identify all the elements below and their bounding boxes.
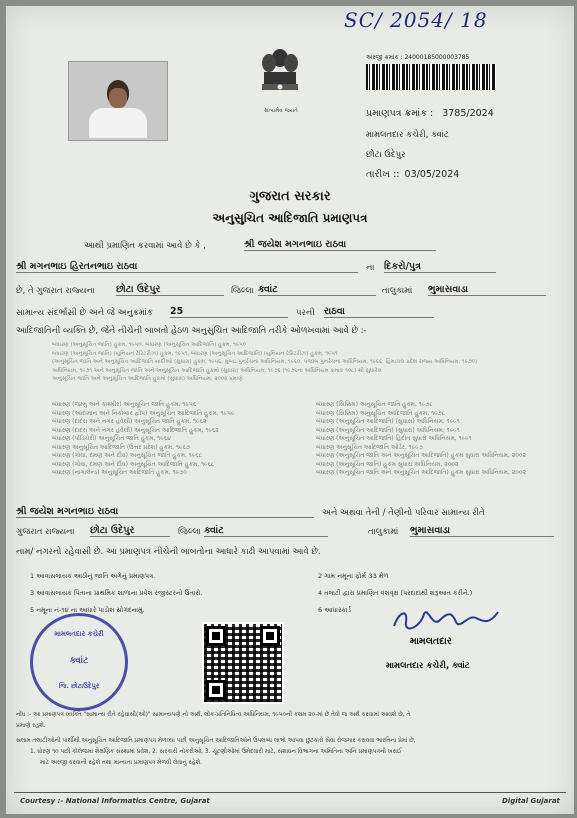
order-item: બંધારણ અનુસૂચિત આદિજાતિ ઓર્ડર, ૧૯૯૭ bbox=[316, 443, 423, 451]
district-label-2: જિલ્લા bbox=[178, 527, 201, 537]
doc-item: 2 ગામ નમૂના ફોર્મ ૩૩ મેળ bbox=[318, 572, 389, 580]
taluka-value: ભુમાસવાડા bbox=[428, 284, 546, 296]
note-line: સલામ તલાટીઓની પાર્થીથી અનુસૂચિત આદિજાતિ પ્રમાણપત્ર મેળવ્યા પછી અનુસૂચિત આદિજાતિઓને ઉપલબ્ધ લાભો આપવા છુટકારો સેવા રોજગાર કરાવવા ભારતિના પ્રેમાં છે, bbox=[16, 738, 416, 744]
list-label: સામાન્ય સંદર્ભાસી છે અને જે અનુક્રમાંક bbox=[16, 308, 153, 318]
date-label: તારીખ :: bbox=[366, 169, 400, 180]
order-item: બંધારણ (જમ્મુ અને કાશ્મીર) અનુસૂચિત જાતિ હુકમ, ૧૯૫૬ bbox=[52, 401, 197, 408]
taluka-label-2: તાલુકામાં bbox=[368, 527, 399, 537]
emblem-caption: સત્યમેવ જયતે bbox=[264, 108, 298, 114]
order-item: બંધારણ (સિક્કિમ) અનુસૂચિત જાતિ હુકમ, ૧૯૭૮ bbox=[316, 401, 433, 408]
seal-text-1: મામલતદાર કચેરી bbox=[54, 630, 104, 638]
district-value-2: છોટા ઉદેપુર bbox=[90, 525, 170, 537]
footer-divider bbox=[14, 792, 566, 793]
orders-line: અધિનિયમ, ૧૯૭૧ અને અનુસૂચિત જાતિ અને અનુસૂચિત આદિજાતિ હુકમો (સુધારા) અધિનિયમ, ૧૯૭૬ (૧૯૭૬ના અધિનિયમ ક્રમાંક ૧૦૮) થી સુધારેલ bbox=[52, 367, 382, 374]
order-item: બંધારણ (પોંડિચેરી) અનુસૂચિત જાતિ હુકમ, ૧૯૬૪ bbox=[52, 435, 171, 442]
order-item: બંધારણ (આંદામાન અને નિકોબાર દ્વીપ) અનુસૂચિત આદિજાતિ હુકમ, ૧૯૫૯ bbox=[52, 409, 235, 417]
order-item: બંધારણ (અનુસૂચિત આદિજાતિ) (સુધારા) અધિનિયમ, ૧૯૯૧ bbox=[316, 418, 460, 425]
basis-line: નામ/ નગરનો રહેવાસી છે. આ પ્રમાણપત્ર નીચેની બાબતોના આધારે કાઢી આપવામાં આવે છે. bbox=[16, 547, 321, 557]
national-emblem-icon bbox=[258, 46, 302, 108]
order-item: બંધારણ (દાદરા અને નગર હવેલી) અનુસૂચિત આદિજાતિ હુકમ, ૧૯૬૨ bbox=[52, 426, 219, 434]
note-line: માટે અરજી કરવાની રહેશે તથા માન્યતા પ્રમાણપત્ર મેળવી લેવાનું રહેશે. bbox=[40, 760, 202, 766]
date-value: 03/05/2024 bbox=[404, 169, 460, 180]
office-seal bbox=[30, 613, 128, 711]
recognition-line: આદિજાતિની વ્યક્તિ છે, જેને નીચેની બાબતો હેઠળ અનુસુચિત આદિજાતિ તરીકે ઓળખવામાં આવે છે :- bbox=[16, 326, 367, 336]
handwritten-reference: SC/ 2054/ 18 bbox=[344, 8, 488, 32]
order-item: બંધારણ (અનુસૂચિત આદિજાતિ) (સુધારા) અધિનિયમ, ૧૯૯૧ bbox=[316, 426, 460, 434]
person-name-repeat: શ્રી જયેશ મગનભાઇ રાઠવા bbox=[16, 506, 314, 518]
seal-text-2: ક્વાંટ bbox=[69, 656, 89, 666]
cert-no-label: પ્રમાણપત્ર ક્રમાંક : bbox=[366, 108, 434, 119]
certify-label: આથી પ્રમાણિત કરવામાં આવે છે કે , bbox=[84, 241, 206, 251]
block-value: ક્વાંટ bbox=[258, 284, 376, 296]
doc-item: 6 આધારકાર્ડ bbox=[318, 606, 352, 614]
community-value: રાઠવા bbox=[324, 306, 434, 318]
footer-brand: Digital Gujarat bbox=[502, 797, 560, 805]
orders-line: (અનુસૂચિત જાતિ અને અનુસૂચિત આદિજાતિ યાદીઓ (સુધારા) હુકમ, ૧૯૫૬, મુંબઇ પુનર્રચના અધિનિયમ, ૧૯૬૦, પંજાબ પુનર્રચના અધિનિયમ, ૧૯૬૬, હિમાચલ પ્રદેશ રાજ્ય અધિનિયમ, ૧૯૭૦) bbox=[52, 359, 478, 365]
barcode-text: અરજી ક્રમાંક : 24000185000003785 bbox=[366, 54, 470, 61]
officer-signature bbox=[386, 604, 506, 636]
order-item: બંધારણ (નાગાલેન્ડ) અનુસૂચિત આદિજાતિ હુકમ, ૧૯૭૦ bbox=[52, 469, 187, 476]
order-item: બંધારણ અનુસૂચિત આદિજાતિ (ઉત્તર પ્રદેશ) હુકમ, ૧૯૬૭ bbox=[52, 443, 190, 451]
orders-left-column bbox=[52, 401, 288, 478]
officer-office: મામલતદાર કચેરી, ક્વાંટ bbox=[386, 661, 470, 671]
list-number: 25 bbox=[170, 306, 288, 318]
note-line: 1. ધોરણ ૧૦ પછી કોલેજમાં શૈક્ષણિક સંસ્થામાં પ્રવેશ, 2. સરકારી નોકરીઓ, 3. ચૂંટણીઓમાં ઉમેદવારી માટે, સંશાધન વિભાગના અમિતિના અનિ પ્રમાણપત્રની ખરાઈ bbox=[30, 749, 402, 755]
block-value-2: ક્વાંટ bbox=[204, 525, 328, 537]
officer-title: મામલતદાર bbox=[410, 636, 452, 647]
note-line: નોંધ :- આ પ્રમાણપત્ર વ્યક્તિ "સામાન્ય રીતે રહેવાસી(ઓ)" સામાન્યપણે નો અર્થ, લોક-પ્રતિનિધિત્વ અધિનિયમ, ૧૯૫૦ની કલમ ૨૦-માં છે તેવો જ અર્થ કરવામાં આવશે છે, તે bbox=[16, 712, 411, 718]
doc-item: 1 આવાસલાયક આઠોનું જાતિ અંગેનું પ્રમાણપત્ર. bbox=[30, 572, 156, 580]
orders-right-column bbox=[316, 401, 566, 478]
order-item: બંધારણ (સિક્કિમ) અનુસૂચિત આદિજાતિ હુકમ, ૧૯૭૮ bbox=[316, 409, 446, 417]
certificate-title: અનુસુચિત આદિજાતિ પ્રમાણપત્ર bbox=[212, 211, 368, 225]
order-item: બંધારણ (ગોવા, દમણ અને દીવ) અનુસૂચિત આદિજાતિ હુકમ, ૧૯૬૮ bbox=[52, 460, 215, 468]
state-label-2: ગુજરાત રાજ્યના bbox=[16, 527, 75, 537]
person-name: શ્રી જયેશ મગનભાઇ રાઠવા bbox=[244, 239, 436, 251]
office-line1: મામલતદાર કચેરી, ક્વાંટ bbox=[366, 130, 449, 140]
documents-left bbox=[30, 568, 280, 619]
relation-label: ના bbox=[366, 263, 375, 273]
seal-text-3: જિ. છોટાઉદેપુર bbox=[58, 682, 100, 690]
order-item: બંધારણ (ગોવા, દમણ અને દીવ) અનુસૂચિત જાતિ હુકમ, ૧૯૬૮ bbox=[52, 452, 202, 459]
certificate-document bbox=[6, 6, 574, 814]
cert-no-value: 3785/2024 bbox=[442, 108, 494, 119]
note-line: પ્રમાણે રહશે. bbox=[16, 723, 46, 729]
orders-paragraph bbox=[52, 341, 552, 384]
taluka-label: તાલુકામાં bbox=[382, 286, 413, 296]
order-item: બંધારણ (અનુસૂચિત આદિજાતિ) હિંદીત સુધારો અધિનિયમ, ૧૯૯૧ bbox=[316, 435, 472, 442]
office-line2: છોટા ઉદેપુર bbox=[366, 150, 406, 160]
footer-courtesy: Courtesy :- National Informatics Centre, Gujarat bbox=[20, 797, 210, 805]
community-label: પરની bbox=[296, 308, 315, 318]
taluka-value-2: ભુમાસવાડા bbox=[410, 525, 554, 537]
issue-date bbox=[366, 169, 459, 180]
order-item: બંધારણ (અનુસૂચિત જાતિ) હુકમ સુધારા અધિનિયમ, ૨૦૦૨ bbox=[316, 460, 459, 468]
district-value: છોટા ઉદેપુર bbox=[116, 284, 224, 296]
doc-item: 3 આવાસલાયક પિતાના પ્રાથમિક શાળાના પ્રવેશ રજીસ્ટરનો ઉતારો. bbox=[30, 589, 203, 597]
orders-line: બંધારણ (અનુસૂચિત જાતિ) હુકમ, ૧૯૫૦, બંધારણ (અનુસૂચિત આદિજાતિ) હુકમ, ૧૯૫૦ bbox=[52, 342, 247, 348]
orders-line: બંધારણ (અનુસૂચિત જાતિ) (યુનિયન ટેરિટરીઝ) હુકમ, ૧૯૫૧, બંધારણ (અનુસૂચિત આદિજાતિ) (યુનિયન ટેરિટરીઝ) હુકમ, ૧૯૫૧ bbox=[52, 350, 338, 357]
note-section bbox=[16, 710, 568, 769]
barcode bbox=[366, 64, 496, 90]
relation-value: દિકરો/પુત્ર bbox=[384, 261, 496, 273]
certificate-number bbox=[366, 108, 494, 119]
doc-item: 4 તલાટી દ્વારા પ્રમાણિત વંશવૃક્ષ (પરદાદાથી શરૂઆત કરીને.) bbox=[318, 589, 473, 597]
order-item: બંધારણ (દાદરા અને નગર હવેલી) અનુસૂચિત જાતિ હુકમ, ૧૯૬૨ bbox=[52, 418, 207, 425]
family-line: અને અથવા તેની / તેણીનો પરિવાર સામાન્ય રીતે bbox=[322, 508, 485, 518]
state-label: છે, તે ગુજરાત રાજ્યના bbox=[16, 286, 95, 296]
order-item: બંધારણ (અનુસૂચિત જાતિ અને અનુસૂચિત આદિજાતિ) હુકમ સુધારા અધિનિયમ, ૨૦૦૨ bbox=[316, 452, 526, 459]
qr-code bbox=[202, 622, 284, 704]
father-name: શ્રી મગનભાઇ હિરતનભાઇ રાઠવા bbox=[16, 261, 358, 273]
order-item: બંધારણ (અનુસૂચિત જાતિ અને અનુસૂચિત આદિજાતિ) હુકમ સુધારા અધિનિયમ, ૨૦૦૨ bbox=[316, 469, 526, 476]
doc-item: 5 નમૂના નં-૧૪ ના આધારે પાડોશ સોગંદનામું. bbox=[30, 606, 145, 614]
district-label: જિલ્લા bbox=[231, 286, 254, 296]
government-title: ગુજરાત સરકાર bbox=[249, 189, 331, 204]
applicant-photo bbox=[68, 61, 168, 141]
orders-line: અનુસૂચિત જાતિ અને અનુસૂચિત આદિજાતિ હુકમો (સુધારા) અધિનિયમ, ૨૦૦૨ પ્રમાણે bbox=[52, 376, 243, 382]
